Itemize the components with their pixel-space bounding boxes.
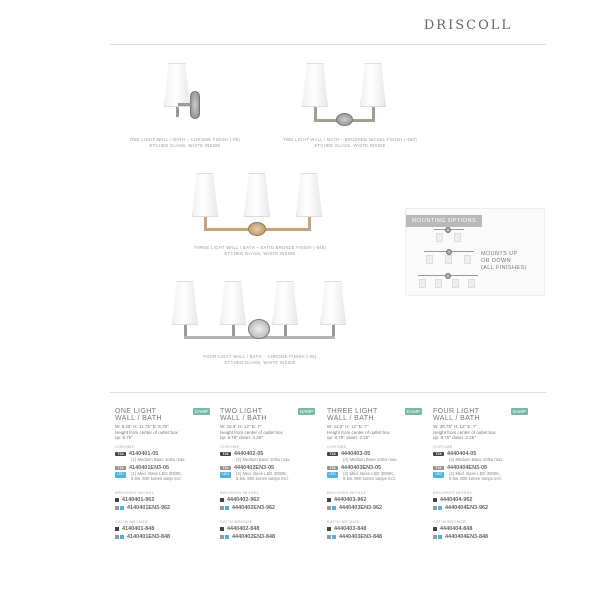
finish-swatch-icon xyxy=(115,527,119,531)
spec-column xyxy=(220,408,325,540)
sku: 4140401EN3-05 xyxy=(129,464,170,471)
height-note: Height from center of outlet box xyxy=(327,429,390,435)
finish-swatch-icon xyxy=(332,535,336,539)
divider xyxy=(110,392,546,393)
divider xyxy=(110,44,546,45)
finish-swatch-icon xyxy=(220,535,224,539)
height-values: up: 8.75" down: 3.25" xyxy=(220,435,263,440)
sku: 4440404-848 xyxy=(440,525,473,532)
finish-swatch-icon xyxy=(120,535,124,539)
height-values: up: 8.75" xyxy=(115,435,133,440)
sku: 4140401EN3-962 xyxy=(127,504,171,511)
sku: 4440402-962 xyxy=(227,496,260,503)
sku-description: (1) Med. Base LED 3000K, xyxy=(131,470,183,476)
dimensions: W: 15.5" H: 12" E: 7" xyxy=(220,424,262,429)
finish-label: CHROME xyxy=(327,443,347,449)
damp-badge: DAMP xyxy=(406,409,420,414)
sku-description: (4) Med. Base LED 3000K, xyxy=(449,470,501,476)
finish-swatch-icon xyxy=(327,498,331,502)
t24-badge: T24 xyxy=(220,452,231,456)
caption-line: ETCHED GLASS, WHITE INSIDE xyxy=(224,251,296,256)
one-light-fixture-image xyxy=(160,55,210,125)
product-caption-3 xyxy=(185,245,335,257)
t24-badge: T24 xyxy=(433,452,444,456)
height-note: Height from center of outlet box xyxy=(115,429,178,435)
height-note: Height from center of outlet box xyxy=(220,429,283,435)
finish-swatch-icon xyxy=(115,498,119,502)
finish-swatch-icon xyxy=(433,506,437,510)
finish-swatch-icon xyxy=(115,535,119,539)
spec-title: WALL / BATH xyxy=(433,415,480,422)
sku-description: (3) Med. Base LED 3000K, xyxy=(343,470,395,476)
height-values: up: 8.75" down: 3.25" xyxy=(433,435,476,440)
sku-description: (2) Med. Base LED 3000K, xyxy=(236,470,288,476)
led-badge: LED xyxy=(220,472,231,478)
finish-swatch-icon xyxy=(327,506,331,510)
sku: 4140401-848 xyxy=(122,525,155,532)
sku: 4140401-05 xyxy=(129,450,159,457)
finish-label: BRUSHED NICKEL xyxy=(327,489,367,495)
finish-label: BRUSHED NICKEL xyxy=(220,489,260,495)
caption-line: TWO LIGHT WALL / BATH – BRUSHED NICKEL FINISH (-962) xyxy=(283,137,417,142)
damp-badge: DAMP xyxy=(512,409,526,414)
caption-line: ETCHED GLASS, WHITE INSIDE xyxy=(314,143,386,148)
sku: 4440404-962 xyxy=(440,496,473,503)
finish-swatch-icon xyxy=(438,535,442,539)
brand-title: DRISCOLL xyxy=(423,18,512,33)
t24-badge: T24 xyxy=(327,466,338,470)
sku-description: 9.5w, 800 lumen lamp incl. xyxy=(131,475,182,481)
caption-line: FOUR LIGHT WALL / BATH – CHROME FINISH (-05) xyxy=(203,354,317,359)
sku: 4440403-05 xyxy=(341,450,371,457)
mounting-line: OR DOWN xyxy=(481,258,511,264)
led-badge: LED xyxy=(115,472,126,478)
led-badge: LED xyxy=(433,472,444,478)
finish-label: BRUSHED NICKEL xyxy=(433,489,473,495)
t24-badge: T24 xyxy=(433,466,444,470)
dimensions: W: 30.75" H: 12" E: 7" xyxy=(433,424,477,429)
finish-swatch-icon xyxy=(433,527,437,531)
sku: 4440403EN3-05 xyxy=(341,464,382,471)
caption-line: ETCHED GLASS, WHITE INSIDE xyxy=(149,143,221,148)
spec-column xyxy=(115,408,220,540)
sku: 4440404EN3-848 xyxy=(445,533,489,540)
finish-swatch-icon xyxy=(220,527,224,531)
spec-title: WALL / BATH xyxy=(220,415,267,422)
finish-label: SATIN BRONZE xyxy=(433,518,466,524)
sku: 4440402EN3-962 xyxy=(232,504,276,511)
sku: 4440402EN3-05 xyxy=(234,464,275,471)
mounting-options-header: MOUNTING OPTIONS xyxy=(406,215,482,227)
finish-swatch-icon xyxy=(433,535,437,539)
mounting-line: (ALL FINISHES) xyxy=(481,265,527,271)
spec-title: TWO LIGHT xyxy=(220,408,263,415)
sku-description: (2) Medium Base 100w max. xyxy=(236,456,291,462)
t24-badge: T24 xyxy=(327,452,338,456)
finish-label: CHROME xyxy=(220,443,240,449)
sku-description: 9.5w, 800 lumen lamps incl. xyxy=(343,475,396,481)
four-light-fixture-image xyxy=(168,275,353,350)
spec-column xyxy=(327,408,432,540)
finish-label: SATIN BRONZE xyxy=(115,518,148,524)
caption-line: ETCHED GLASS, WHITE INSIDE xyxy=(224,360,296,365)
finish-swatch-icon xyxy=(225,506,229,510)
damp-badge: DAMP xyxy=(299,409,313,414)
finish-swatch-icon xyxy=(225,535,229,539)
finish-label: CHROME xyxy=(115,443,135,449)
spec-title: WALL / BATH xyxy=(327,415,374,422)
sku: 4440402EN3-848 xyxy=(232,533,276,540)
mount-diagram-two xyxy=(434,227,464,245)
sku: 4440403-848 xyxy=(334,525,367,532)
sku: 4440402-05 xyxy=(234,450,264,457)
mounting-options-panel xyxy=(405,208,545,296)
product-caption-2 xyxy=(275,137,425,149)
mount-diagram-three xyxy=(424,249,474,267)
t24-badge: T24 xyxy=(220,466,231,470)
t24-badge: T24 xyxy=(115,466,126,470)
finish-label: SATIN BRONZE xyxy=(327,518,360,524)
finish-swatch-icon xyxy=(220,506,224,510)
sku: 4440404EN3-05 xyxy=(447,464,488,471)
finish-swatch-icon xyxy=(438,506,442,510)
spec-title: FOUR LIGHT xyxy=(433,408,480,415)
finish-swatch-icon xyxy=(220,498,224,502)
dimensions: W: 24.5" H: 12" E: 7" xyxy=(327,424,369,429)
caption-line: THREE LIGHT WALL / BATH – SATIN BRONZE FINISH (-848) xyxy=(193,245,327,250)
sku-description: (1) Medium Base 100w max. xyxy=(131,456,186,462)
sku-description: 9.5w, 800 lumen lamps incl. xyxy=(449,475,502,481)
spec-column xyxy=(433,408,538,540)
finish-swatch-icon xyxy=(332,506,336,510)
finish-swatch-icon xyxy=(327,535,331,539)
mount-diagram-four xyxy=(418,273,478,291)
sku: 4440404EN3-962 xyxy=(445,504,489,511)
finish-swatch-icon xyxy=(433,498,437,502)
sku: 4440404-05 xyxy=(447,450,477,457)
finish-label: BRUSHED NICKEL xyxy=(115,489,155,495)
finish-swatch-icon xyxy=(327,527,331,531)
mounting-note xyxy=(481,251,527,272)
three-light-fixture-image xyxy=(188,165,328,240)
spec-title: THREE LIGHT xyxy=(327,408,378,415)
t24-badge: T24 xyxy=(115,452,126,456)
height-values: up: 8.75" down: 3.25" xyxy=(327,435,370,440)
caption-line: ONE LIGHT WALL / BATH – CHROME FINISH (-05) xyxy=(129,137,241,142)
height-note: Height from center of outlet box xyxy=(433,429,496,435)
spec-title: WALL / BATH xyxy=(115,415,162,422)
sku: 4440403EN3-848 xyxy=(339,533,383,540)
sku-description: (4) Medium Base 100w max. xyxy=(449,456,504,462)
led-badge: LED xyxy=(327,472,338,478)
product-caption-4 xyxy=(185,354,335,366)
sku: 4440403-962 xyxy=(334,496,367,503)
two-light-fixture-image xyxy=(298,55,393,130)
sku-description: 9.5w, 800 lumen lamps incl. xyxy=(236,475,289,481)
sku: 4140401EN3-848 xyxy=(127,533,171,540)
damp-badge: DAMP xyxy=(194,409,208,414)
mounting-line: MOUNTS UP xyxy=(481,251,518,257)
sku: 4440403EN3-962 xyxy=(339,504,383,511)
sku-description: (3) Medium Base 100w max. xyxy=(343,456,398,462)
sku: 4440402-848 xyxy=(227,525,260,532)
finish-label: SATIN BRONZE xyxy=(220,518,253,524)
spec-title: ONE LIGHT xyxy=(115,408,157,415)
product-caption-1 xyxy=(110,137,260,149)
finish-swatch-icon xyxy=(120,506,124,510)
finish-swatch-icon xyxy=(115,506,119,510)
finish-label: CHROME xyxy=(433,443,453,449)
dimensions: W: 5.25" H: 11.75" E: 6.75" xyxy=(115,424,169,429)
sku: 4140401-962 xyxy=(122,496,155,503)
